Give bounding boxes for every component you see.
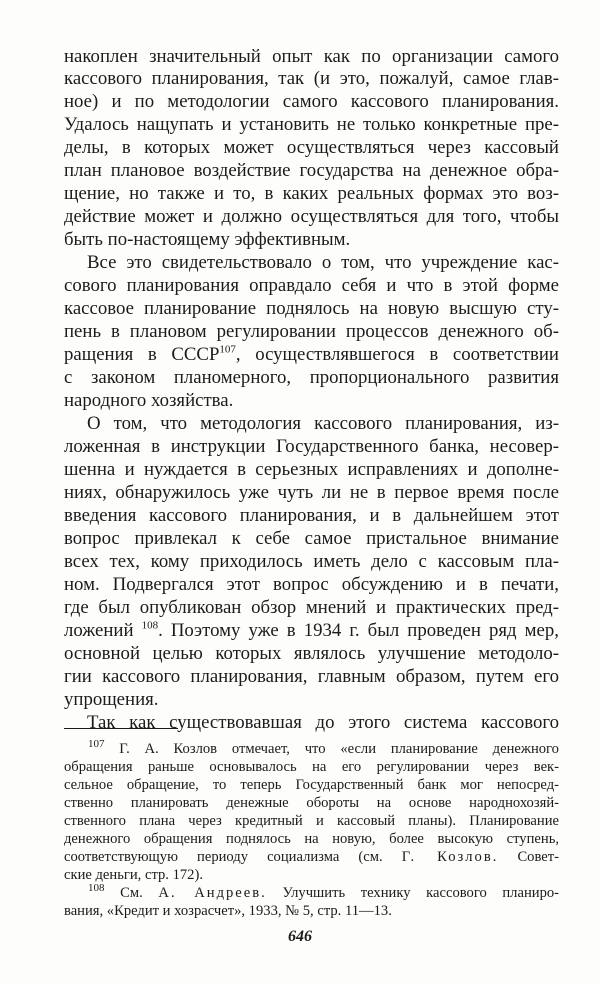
body-line: упрощения.	[64, 689, 159, 710]
body-line: ном. Подвергался этот вопрос обсуждению и в печати,	[64, 574, 559, 595]
footnote-ref-107: 107	[219, 344, 236, 356]
body-line: кассового планирования, так (и это, пожалуй, самое глав-	[64, 68, 559, 89]
body-line-part: , осуществлявшегося в соответствии	[235, 344, 559, 365]
footnote-line	[88, 740, 559, 758]
footnote-line: денежного обращения поднялось на новую, более высокую ступень,	[64, 831, 559, 847]
footnote-line	[64, 848, 559, 866]
body-line: шенна и нуждается в серьезных исправлениях и дополне-	[64, 459, 559, 480]
body-line: делы, в которых может осуществляться через кассовый	[64, 137, 559, 158]
footnote-ref-108: 108	[141, 620, 159, 632]
body-line-with-footnote-ref	[64, 620, 559, 642]
body-line-with-footnote-ref	[64, 344, 559, 366]
footnote-author: Г. Козлов.	[401, 849, 499, 865]
footnote-108-number: 108	[88, 884, 105, 895]
body-line: Все это свидетельствовало о том, что учреждение кас-	[87, 252, 559, 273]
body-line: с законом планомерного, пропорционального развития	[64, 367, 559, 388]
body-line: где был опубликован обзор мнений и практических пред-	[64, 597, 559, 618]
body-line: О том, что методология кассового планирования, из-	[87, 413, 559, 434]
footnote-line: обращения раньше основывалось на его регулировании через век-	[64, 759, 559, 775]
footnote-author: А. Андреев.	[158, 885, 267, 901]
body-line: Так как существовавшая до этого система кассового	[87, 712, 559, 733]
body-line: действие может и должно осуществляться для того, чтобы	[64, 206, 559, 227]
body-line-part: ложений	[64, 620, 134, 641]
body-line: Удалось нащупать и установить не только конкретные пре-	[64, 114, 559, 135]
footnote-separator	[64, 728, 178, 729]
body-line: быть по-настоящему эффективным.	[64, 229, 351, 250]
footnote-line: ственного плана через кредитный и кассовый планы). Планирование	[64, 813, 559, 829]
body-line: кассовое планирование поднялось на новую высшую сту-	[64, 298, 559, 319]
body-line: план плановое воздействие государства на денежное обра-	[64, 160, 559, 181]
body-line: введения кассового планирования, и в дальнейшем этот	[64, 505, 559, 526]
body-line: ниях, обнаружилось уже чуть ли не в первое время после	[64, 482, 559, 503]
body-line: вопрос привлекал к себе самое пристальное внимание	[64, 528, 559, 549]
body-line: сового планирования оправдало себя и что в этой форме	[64, 275, 559, 296]
body-line-part: ращения в СССР	[64, 344, 220, 365]
body-line: накоплен значительный опыт как по организации самого	[64, 46, 559, 67]
footnote-line: вания, «Кредит и хозрасчет», 1933, № 5, стр. 11—13.	[64, 903, 392, 919]
footnote-text: См.	[120, 885, 143, 901]
body-line: гии кассового планирования, главным образом, путем его	[64, 666, 559, 687]
footnote-line	[88, 884, 559, 902]
footnote-line: сельное обращение, то теперь Государственный банк мог непосред-	[64, 777, 559, 793]
footnote-line: ские деньги, стр. 172).	[64, 867, 203, 883]
footnote-text: Г. А. Козлов отмечает, что «если планирование денежного	[119, 741, 559, 757]
footnote-line: ственно планировать денежные обороты на основе народнохозяй-	[64, 795, 559, 811]
body-line: ное) и по методологии самого кассового планирования.	[64, 91, 559, 112]
body-line: ложенная в инструкции Государственного банка, несовер-	[64, 436, 559, 457]
footnote-text: соответствующую периоду социализма (см.	[64, 849, 383, 865]
body-line: пень в плановом регулировании процессов денежного об-	[64, 321, 559, 342]
body-line-part: . Поэтому уже в 1934 г. был проведен ряд мер,	[158, 620, 559, 641]
body-line: народного хозяйства.	[64, 390, 234, 411]
footnote-text: Улучшить технику кассового планиро-	[282, 885, 559, 901]
footnote-107-number: 107	[88, 740, 105, 751]
footnote-text: Совет-	[517, 849, 559, 865]
body-line: основной целью которых являлось улучшение методоло-	[64, 643, 559, 664]
body-line: щение, но также и то, в каких реальных формах это воз-	[64, 183, 559, 204]
body-line: всех тех, кому приходилось иметь дело с кассовым пла-	[64, 551, 559, 572]
page-number: 646	[288, 928, 312, 945]
